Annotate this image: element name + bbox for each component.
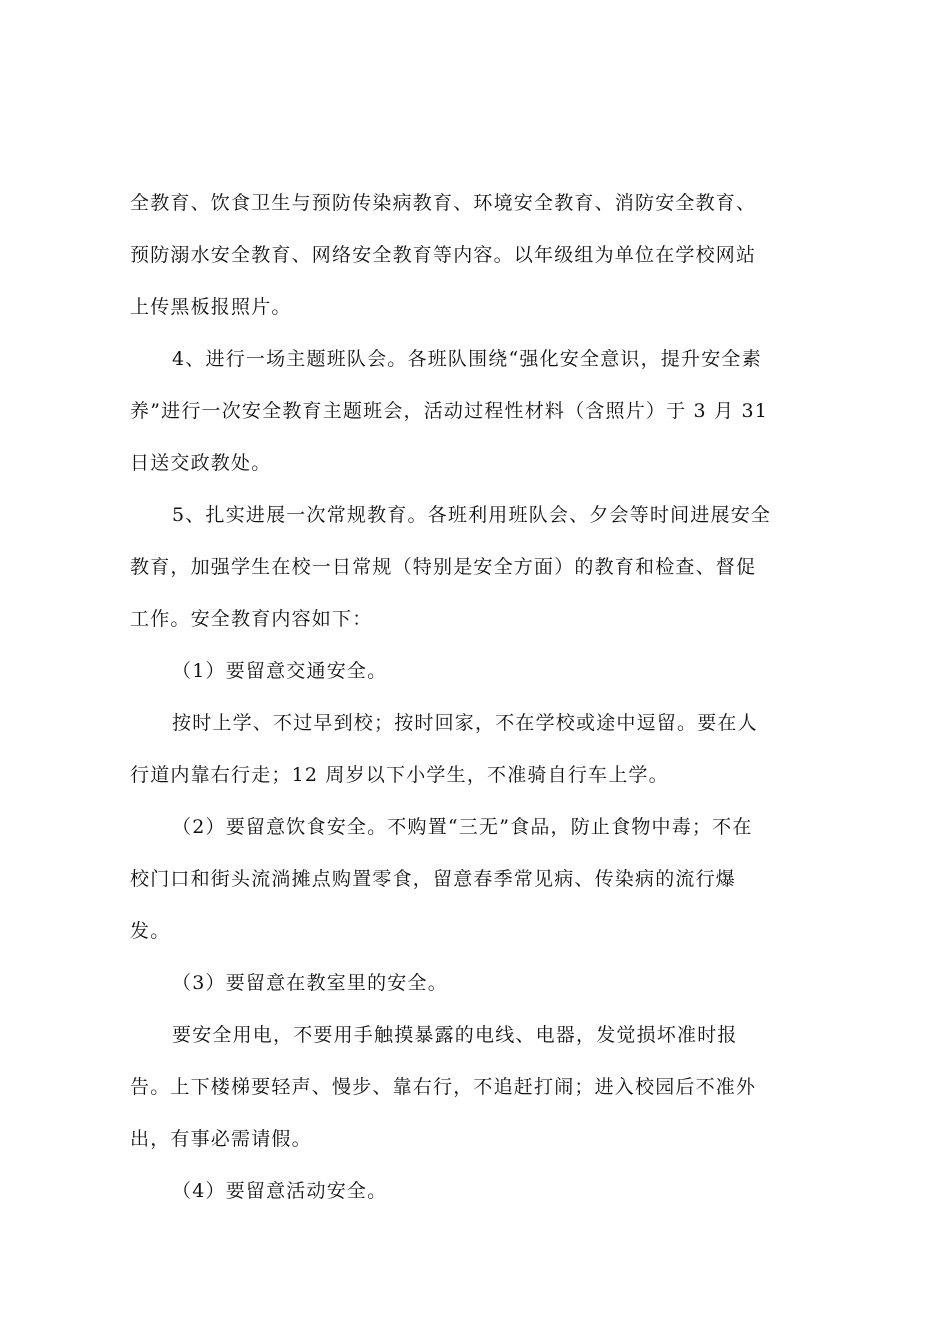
text-line: 日送交政教处。 — [130, 452, 272, 474]
text-line: 4、进行一场主题班队会。各班队围绕“强化安全意识，提升安全素 — [172, 348, 762, 370]
text-line: （2）要留意饮食安全。不购置“三无”食品，防止食物中毒；不在 — [172, 816, 753, 838]
text-line: （4）要留意活动安全。 — [172, 1180, 388, 1202]
text-line: 全教育、饮食卫生与预防传染病教育、环境安全教育、消防安全教育、 — [130, 192, 757, 214]
text-line: 预防溺水安全教育、网络安全教育等内容。以年级组为单位在学校网站 — [130, 244, 757, 266]
text-line: 发。 — [130, 920, 171, 942]
text-line: 行道内靠右行走；12 周岁以下小学生，不准骑自行车上学。 — [130, 764, 669, 786]
text-line: 上传黑板报照片。 — [130, 296, 292, 318]
text-line: 要安全用电，不要用手触摸暴露的电线、电器，发觉损坏准时报 — [172, 1024, 738, 1046]
text-line: 校门口和街头流淌摊点购置零食，留意春季常见病、传染病的流行爆 — [130, 868, 737, 890]
text-line: 5、扎实进展一次常规教育。各班利用班队会、夕会等时间进展安全 — [172, 504, 772, 526]
text-line: 出，有事必需请假。 — [130, 1128, 312, 1150]
text-line: （1）要留意交通安全。 — [172, 660, 388, 682]
text-line: 养”进行一次安全教育主题班会，活动过程性材料（含照片）于 3 月 31 — [130, 400, 769, 422]
text-line: （3）要留意在教室里的安全。 — [172, 972, 448, 994]
text-line: 告。上下楼梯要轻声、慢步、靠右行，不追赶打闹；进入校园后不准外 — [130, 1076, 757, 1098]
text-line: 按时上学、不过早到校；按时回家，不在学校或途中逗留。要在人 — [172, 712, 758, 734]
text-line: 教育，加强学生在校一日常规（特别是安全方面）的教育和检查、督促 — [130, 556, 757, 578]
text-line: 工作。安全教育内容如下： — [130, 608, 373, 630]
